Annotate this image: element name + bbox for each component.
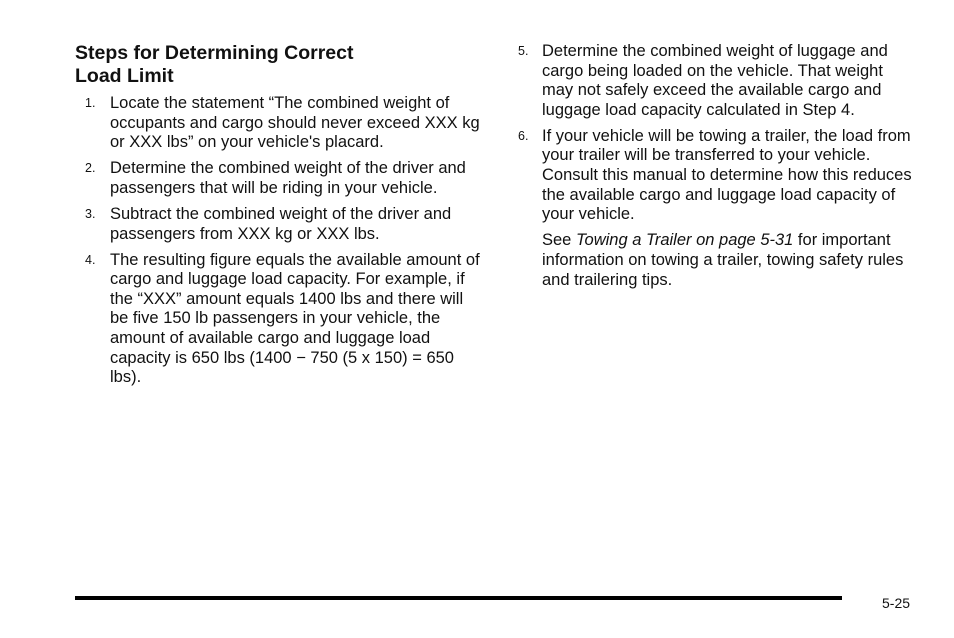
step-text: Locate the statement “The combined weight of occupants and cargo should never exceed XXX kg or XXX lbs” on your vehicle's placard. — [110, 94, 480, 152]
section-heading-line2: Load Limit — [75, 65, 174, 87]
step-5 — [514, 42, 914, 120]
step-text: Subtract the combined weight of the driver and passengers from XXX kg or XXX lbs. — [110, 204, 452, 243]
see-prefix: See — [542, 231, 576, 250]
step-text: Determine the combined weight of luggage and cargo being loaded on the vehicle. That weight may not safely exceed the available cargo and luggage load capacity calculated in Step 4. — [542, 42, 888, 119]
left-column — [75, 42, 485, 394]
step-text: If your vehicle will be towing a trailer, the load from your trailer will be transferred to your vehicle. Consult this manual to determine how this reduces the available cargo and luggage load capacity of your vehicle. — [542, 126, 912, 224]
step-number: 3. — [85, 206, 96, 221]
step-3 — [75, 205, 485, 244]
step-2 — [75, 159, 485, 198]
step-number: 2. — [85, 161, 96, 176]
step-number: 4. — [85, 252, 96, 267]
page-number: 5-25 — [882, 595, 911, 611]
step-6 — [514, 127, 914, 225]
step-number: 5. — [518, 44, 529, 58]
step-number: 1. — [85, 96, 96, 110]
footer-rule — [75, 596, 842, 600]
right-column — [514, 42, 914, 290]
step-number: 6. — [518, 128, 529, 143]
see-reference-note — [542, 231, 914, 290]
section-heading-line1: Steps for Determining Correct — [75, 42, 354, 64]
cross-reference-link[interactable]: Towing a Trailer on page 5-31 — [575, 231, 794, 250]
step-4 — [75, 251, 485, 388]
step-text: The resulting figure equals the available amount of cargo and luggage load capacity. For example, if the “XXX” amount equals 1400 lbs and there will be five 150 lb passengers in your vehicle, the amount of available cargo and luggage load capacity is 650 lbs (1400 − 750 (5 x 150) = 650 lbs). — [110, 250, 480, 387]
step-1 — [75, 94, 485, 153]
step-text: Determine the combined weight of the driver and passengers that will be riding in your vehicle. — [110, 159, 466, 197]
section-heading — [75, 42, 485, 88]
see-suffix: for important information on towing a trailer, towing safety rules and trailering tips. — [542, 231, 904, 289]
